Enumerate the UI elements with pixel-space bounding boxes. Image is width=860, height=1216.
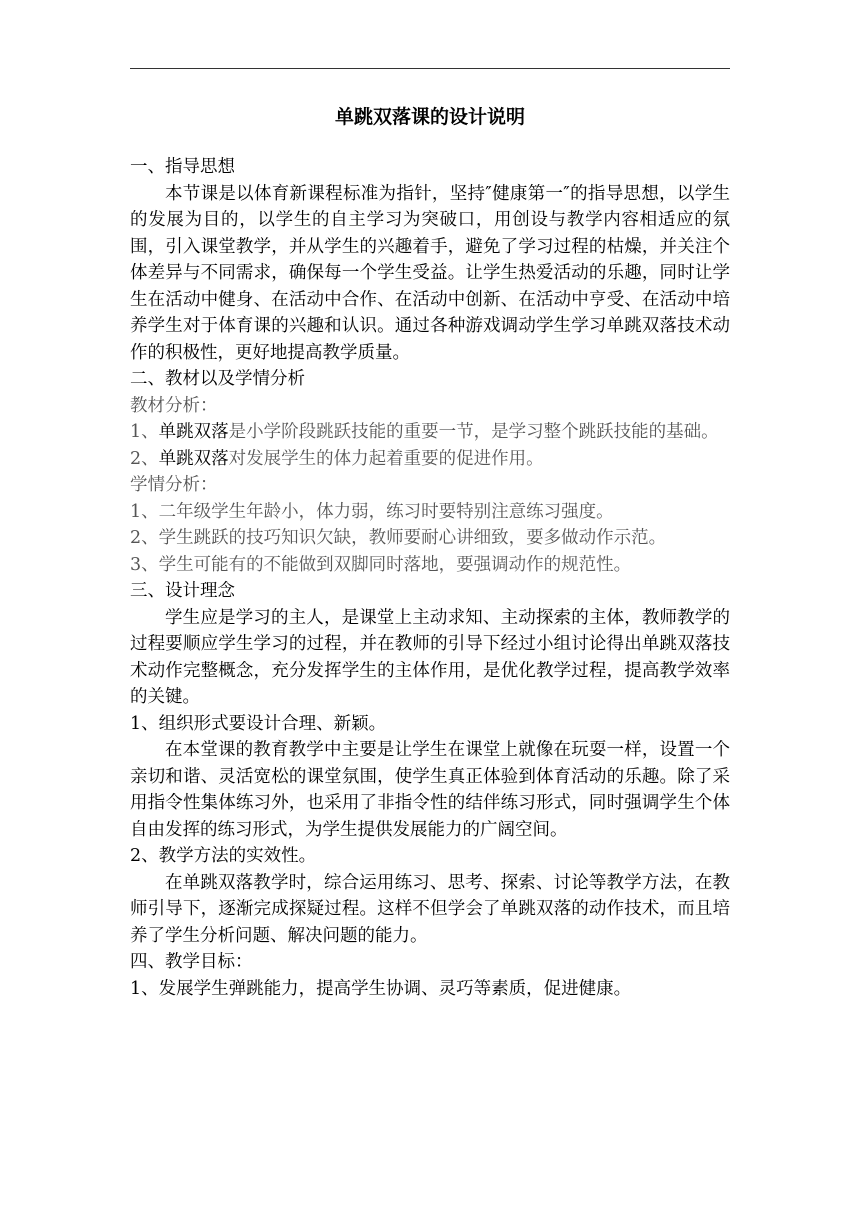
material-analysis-label: 教材分析： bbox=[130, 395, 218, 416]
student-analysis-item-2: 2、学生跳跃的技巧知识欠缺，教师要耐心讲细致，要多做动作示范。 bbox=[130, 528, 667, 548]
section-heading-teaching-goals: 四、教学目标： bbox=[130, 952, 253, 972]
keyword-single-jump-double-land: 单跳双落 bbox=[158, 422, 229, 442]
section-heading-guiding-thought: 一、指导思想 bbox=[130, 157, 235, 177]
document-title: 单跳双落课的设计说明 bbox=[334, 106, 525, 128]
section-heading-design-concept: 三、设计理念 bbox=[130, 581, 235, 601]
item-number: 1、 bbox=[130, 422, 159, 442]
design-item-1-heading: 1、组织形式要设计合理、新颖。 bbox=[130, 713, 387, 734]
design-item-1-paragraph: 在本堂课的教育教学中主要是让学生在课堂上就像在玩耍一样，设置一个亲切和谐、灵活宽松的课堂氛围，使学生真正体验到体育活动的乐趣。除了采用指令性集体练习外，也采用了非指令性的结伴练习形式，同时强调学生个体自由发挥的练习形式，为学生提供发展能力的广阔空间。 bbox=[130, 740, 730, 840]
student-analysis-item-1: 1、二年级学生年龄小，体力弱，练习时要特别注意练习强度。 bbox=[130, 501, 614, 522]
item-number: 2、 bbox=[130, 448, 159, 469]
material-analysis-item-2 bbox=[130, 446, 730, 473]
keyword-single-jump-double-land: 单跳双落 bbox=[158, 448, 229, 469]
item-text: 是小学阶段跳跃技能的重要一节，是学习整个跳跃技能的基础。 bbox=[228, 422, 719, 442]
student-analysis-item-3: 3、学生可能有的不能做到双脚同时落地，要强调动作的规范性。 bbox=[130, 554, 632, 575]
header-rule bbox=[130, 68, 730, 69]
item-text: 对发展学生的体力起着重要的促进作用。 bbox=[228, 448, 544, 469]
document-body bbox=[130, 100, 730, 1002]
guiding-thought-paragraph: 本节课是以体育新课程标准为指针，坚持″健康第一″的指导思想，以学生的发展为目的，以学生的自主学习为突破口，用创设与教学内容相适应的氛围，引入课堂教学，并从学生的兴趣着手，避免了学习过程的枯燥，并关注个体差异与不同需求，确保每一个学生受益。让学生热爱活动的乐趣，同时让学生在活动中健身、在活动中合作、在活动中创新、在活动中亨受、在活动中培养学生对于体育课的兴趣和认识。通过各种游戏调动学生学习单跳双落技术动作的积极性，更好地提高教学质量。 bbox=[130, 183, 730, 363]
teaching-goal-item-1: 1、发展学生弹跳能力，提高学生协调、灵巧等素质，促进健康。 bbox=[130, 978, 632, 999]
section-heading-analysis: 二、教材以及学情分析 bbox=[130, 369, 305, 389]
student-analysis-label: 学情分析： bbox=[130, 475, 218, 495]
design-item-2-paragraph: 在单跳双落教学时，综合运用练习、思考、探索、讨论等教学方法，在教师引导下，逐渐完成探疑过程。这样不但学会了单跳双落的动作技术，而且培养了学生分析问题、解决问题的能力。 bbox=[130, 872, 730, 946]
design-concept-paragraph: 学生应是学习的主人，是课堂上主动求知、主动探索的主体，教师教学的过程要顺应学生学习的过程，并在教师的引导下经过小组讨论得出单跳双落技术动作完整概念，充分发挥学生的主体作用，是优化教学过程，提高教学效率的关键。 bbox=[130, 607, 730, 707]
material-analysis-item-1 bbox=[130, 419, 730, 446]
design-item-2-heading: 2、教学方法的实效性。 bbox=[130, 846, 317, 866]
